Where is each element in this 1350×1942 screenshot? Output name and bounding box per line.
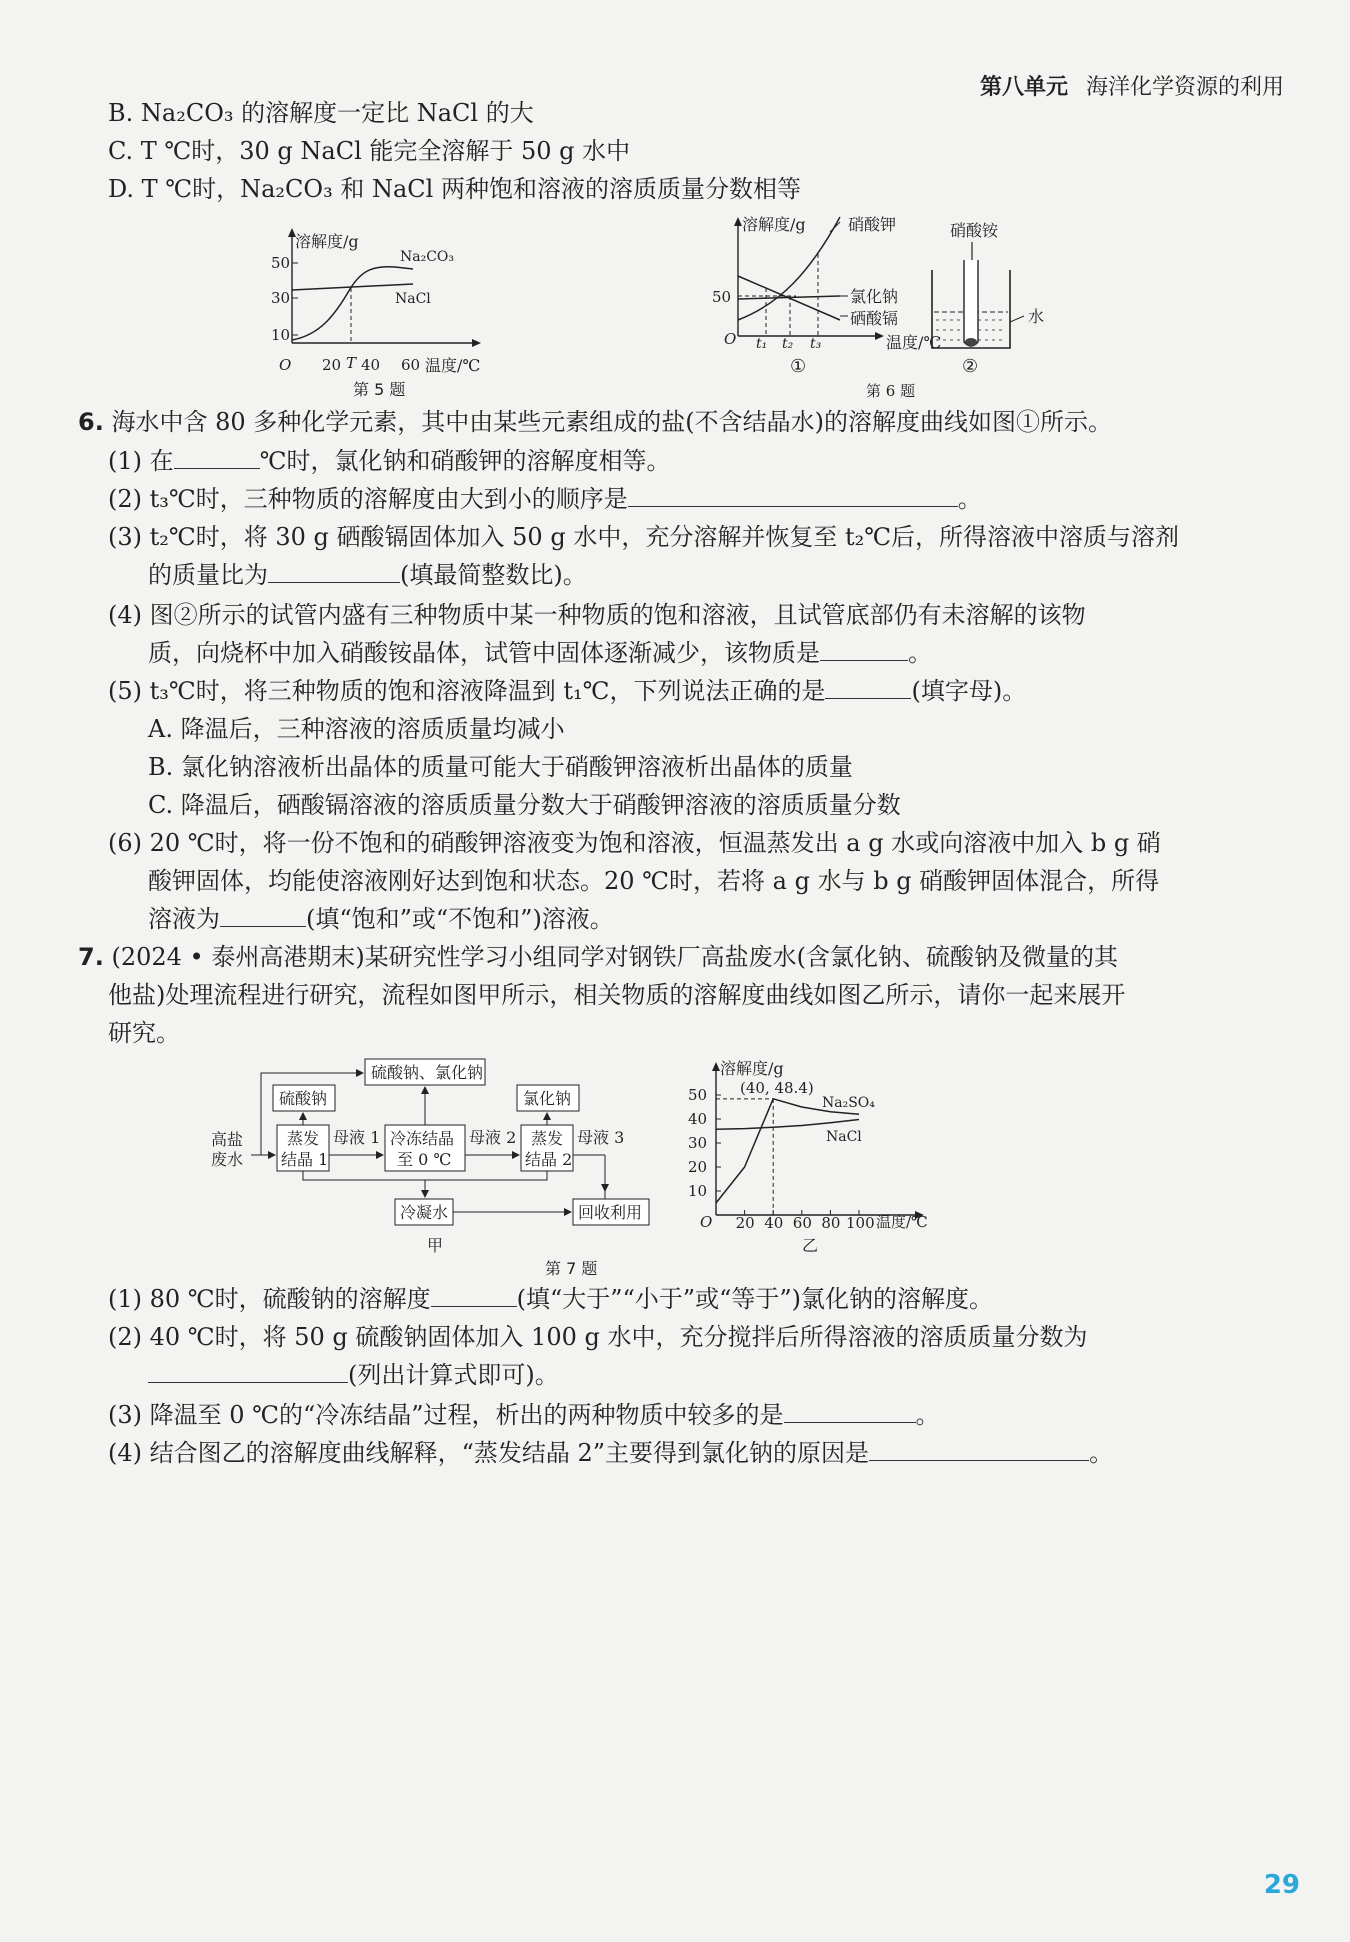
q6-part4-line2 (148, 636, 932, 670)
q6-p3-blank[interactable] (268, 558, 400, 583)
fig6-reagent-label: 硝酸铵 (950, 221, 999, 240)
q7-p4-blank[interactable] (869, 1436, 1089, 1461)
chart7-ylabel: 溶解度/g (720, 1059, 784, 1078)
chart7-xtick-label: 20 (735, 1214, 755, 1232)
q7-stem-line3: 研究。 (108, 1019, 180, 1047)
flow-step3-a: 蒸发 (531, 1129, 564, 1148)
flow-step1-b: 结晶 1 (281, 1150, 329, 1169)
q6-part4-line1: (4) 图②所示的试管内盛有三种物质中某一种物质的饱和溶液，且试管底部仍有未溶解的该物 (108, 601, 1086, 629)
chart7-label-na2so4: Na₂SO₄ (822, 1095, 875, 1111)
fig5-xtick-60: 60 (401, 356, 421, 374)
chart7-label-nacl: NaCl (826, 1129, 862, 1145)
fig5-label-nacl: NaCl (395, 291, 431, 307)
fig5-ytick-30: 30 (271, 289, 291, 307)
q7-part1 (108, 1282, 993, 1316)
q5-option-d: D. T ℃时，Na₂CO₃ 和 NaCl 两种饱和溶液的溶质质量分数相等 (108, 175, 801, 203)
fig5-chart (265, 225, 515, 400)
q6-part6-line2: 酸钾固体，均能使溶液刚好达到饱和状态。20 ℃时，若将 a g 水与 b g 硝酸钾固体混合，所得 (148, 867, 1160, 895)
q6-part6-line1: (6) 20 ℃时，将一份不饱和的硝酸钾溶液变为饱和溶液，恒温蒸发出 a g 水或向溶液中加入 b g 硝 (108, 829, 1161, 857)
q7-p4-text2: 。 (1089, 1439, 1114, 1467)
fig6-undissolved-solid (965, 338, 977, 346)
chart7-ytick-label: 10 (688, 1182, 708, 1200)
chart7-ytick-label: 50 (688, 1086, 708, 1104)
q7-part2-line1: (2) 40 ℃时，将 50 g 硫酸钠固体加入 100 g 水中，充分搅拌后所得溶液的溶质质量分数为 (108, 1323, 1088, 1351)
flow-m1: 母液 1 (333, 1128, 381, 1147)
flow-step3-b: 结晶 2 (525, 1150, 573, 1169)
fig5-xtick-20: 20 (322, 356, 342, 374)
q7-part2-line2 (148, 1358, 559, 1392)
q6-p4-text: 质，向烧杯中加入硝酸铵晶体，试管中固体逐渐减少，该物质是 (148, 639, 820, 667)
flow-out1-label: 硫酸钠 (279, 1089, 328, 1108)
q7-p1-text2: (填“大于”“小于”或“等于”)氯化钠的溶解度。 (516, 1285, 993, 1313)
flow-step2-b: 至 0 ℃ (397, 1150, 452, 1169)
flow-input-2: 废水 (211, 1150, 244, 1169)
q6-part3-line2 (148, 558, 587, 592)
q7-p3-blank[interactable] (784, 1398, 916, 1423)
fig6-caption: 第 6 题 (866, 382, 916, 400)
q7-number: 7. (78, 943, 104, 971)
q6-p5-option-a: A. 降温后，三种溶液的溶质质量均减小 (148, 715, 565, 743)
fig6-xtick-t2: t₂ (782, 336, 794, 352)
q7-part4 (108, 1436, 1113, 1470)
q6-part1 (108, 444, 670, 478)
fig6-origin: O (724, 330, 737, 348)
q6-p4-blank[interactable] (820, 636, 908, 661)
chart7-series-nacl (716, 1120, 859, 1130)
fig6-label-cdseo4: 硒酸镉 (850, 309, 899, 328)
flow-recycle-label: 回收利用 (578, 1203, 643, 1222)
page-number: 29 (1263, 1870, 1300, 1900)
q6-p1-blank[interactable] (174, 444, 260, 469)
fig5-origin: O (279, 356, 292, 374)
q7-p2-blank[interactable] (148, 1358, 348, 1383)
fig6-ylabel: 溶解度/g (742, 215, 806, 234)
q6-p6-blank[interactable] (220, 902, 306, 927)
fig6-label-1: ① (790, 356, 807, 377)
q6-p5-option-b: B. 氯化钠溶液析出晶体的质量可能大于硝酸钾溶液析出晶体的质量 (148, 753, 853, 781)
q6-p3-text: 的质量比为 (148, 561, 268, 589)
fig6-xlabel: 温度/℃ (886, 333, 942, 352)
q7-chart (680, 1055, 940, 1260)
q7-part3 (108, 1398, 940, 1432)
flow-out2-label: 氯化钠 (523, 1089, 572, 1108)
fig5-ylabel: 溶解度/g (295, 232, 359, 251)
q6-p1-text: (1) 在 (108, 447, 174, 475)
chart7-origin: O (700, 1213, 713, 1231)
chart7-ytick-label: 40 (688, 1110, 708, 1128)
fig6-label-nacl: 氯化钠 (850, 287, 899, 306)
fig6-label-kno3: 硝酸钾 (848, 215, 897, 234)
q6-p6-text: 溶液为 (148, 905, 220, 933)
chart7-ytick-label: 20 (688, 1158, 708, 1176)
q7-p3-text: (3) 降温至 0 ℃的“冷冻结晶”过程，析出的两种物质中较多的是 (108, 1401, 784, 1429)
fig6-ytick-50: 50 (712, 288, 732, 306)
q6-stem-text: 海水中含 80 多种化学元素，其中由某些元素组成的盐(不含结晶水)的溶解度曲线如图①所示。 (111, 408, 1112, 436)
q6-number: 6. (78, 408, 104, 436)
fig6-xtick-t3: t₃ (810, 336, 822, 352)
flow-label: 甲 (427, 1236, 444, 1255)
q6-p3-text2: (填最简整数比)。 (400, 561, 587, 589)
chart7-label: 乙 (802, 1236, 819, 1255)
q7-p4-text: (4) 结合图乙的溶解度曲线解释，“蒸发结晶 2”主要得到氯化钠的原因是 (108, 1439, 870, 1467)
q6-stem (78, 405, 1112, 439)
flow-m3: 母液 3 (577, 1128, 625, 1147)
chart7-xtick-label: 80 (821, 1214, 841, 1232)
fig6-figure (700, 212, 1080, 402)
q6-p6-text2: (填“饱和”或“不饱和”)溶液。 (306, 905, 614, 933)
fig6-xtick-t1: t₁ (756, 336, 768, 352)
fig5-x-arrow (472, 339, 481, 347)
q6-p2-text: (2) t₃℃时，三种物质的溶解度由大到小的顺序是 (108, 485, 628, 513)
chart7-xtick-label: 100 (846, 1214, 875, 1232)
q7-p1-blank[interactable] (431, 1282, 517, 1307)
fig5-ytick-50: 50 (271, 254, 291, 272)
chart7-ytick-label: 30 (688, 1134, 708, 1152)
q7-stem-line2: 他盐)处理流程进行研究，流程如图甲所示，相关物质的溶解度曲线如图乙所示，请你一起来展开 (108, 981, 1126, 1009)
q6-p1-text2: ℃时，氯化钠和硝酸钾的溶解度相等。 (259, 447, 671, 475)
fig6-water-label: 水 (1028, 307, 1045, 326)
q6-part6-line3 (148, 902, 614, 936)
q6-part3-line1: (3) t₂℃时，将 30 g 硒酸镉固体加入 50 g 水中，充分溶解并恢复至 t₂℃后，所得溶液中溶质与溶剂 (108, 523, 1180, 551)
unit-title: 第八单元 (979, 75, 1068, 100)
page-header (980, 70, 1284, 101)
q5-option-b: B. Na₂CO₃ 的溶解度一定比 NaCl 的大 (108, 99, 534, 127)
fig5-label-na2co3: Na₂CO₃ (400, 249, 455, 265)
fig5-caption: 第 5 题 (353, 380, 406, 399)
q7-p1-text: (1) 80 ℃时，硫酸钠的溶解度 (108, 1285, 431, 1313)
q6-p5-blank[interactable] (825, 674, 911, 699)
q7-stem-line1 (78, 940, 1118, 974)
chart7-series-na2so4 (716, 1099, 859, 1203)
q7-flowchart (205, 1055, 655, 1260)
fig6-test-tube (964, 260, 978, 346)
chart7-xtick-label: 40 (764, 1214, 784, 1232)
flow-top-label: 硫酸钠、氯化钠 (371, 1063, 484, 1082)
q6-part5 (108, 674, 1026, 708)
q6-p5-text2: (填字母)。 (911, 677, 1027, 705)
q6-p2-text2: 。 (957, 485, 982, 513)
q7-p2-text: (列出计算式即可)。 (348, 1361, 559, 1389)
fig6-label-2: ② (962, 356, 979, 377)
q6-p4-text2: 。 (908, 639, 932, 667)
q6-part2 (108, 482, 982, 516)
chart7-xlabel: 温度/℃ (876, 1213, 928, 1231)
fig5-xlabel: 温度/℃ (425, 356, 481, 375)
fig5-xtick-40: 40 (361, 356, 381, 374)
flow-step1-a: 蒸发 (287, 1129, 320, 1148)
q7-p3-text2: 。 (915, 1401, 940, 1429)
q5-option-c: C. T ℃时，30 g NaCl 能完全溶解于 50 g 水中 (108, 137, 631, 165)
q7-stem-text1: (2024 • 泰州高港期末)某研究性学习小组同学对钢铁厂高盐废水(含氯化钠、硫酸钠及微量的其 (111, 943, 1119, 971)
flow-step2-a: 冷冻结晶 (390, 1129, 455, 1148)
flow-m2: 母液 2 (469, 1128, 517, 1147)
chart7-xtick-label: 60 (792, 1214, 812, 1232)
fig5-ytick-10: 10 (271, 326, 291, 344)
chart7-point-label: (40, 48.4) (740, 1079, 814, 1097)
fig5-xtick-t: T (346, 354, 357, 372)
flow-input-1: 高盐 (211, 1130, 244, 1149)
q6-p2-blank[interactable] (628, 482, 958, 507)
q7-caption: 第 7 题 (545, 1259, 598, 1278)
chapter-title: 海洋化学资源的利用 (1085, 75, 1284, 100)
flow-cond-label: 冷凝水 (400, 1203, 449, 1222)
chart7-series (716, 1099, 859, 1215)
q6-p5-option-c: C. 降温后，硒酸镉溶液的溶质质量分数大于硝酸钾溶液的溶质质量分数 (148, 791, 901, 819)
q6-p5-text: (5) t₃℃时，将三种物质的饱和溶液降温到 t₁℃，下列说法正确的是 (108, 677, 826, 705)
